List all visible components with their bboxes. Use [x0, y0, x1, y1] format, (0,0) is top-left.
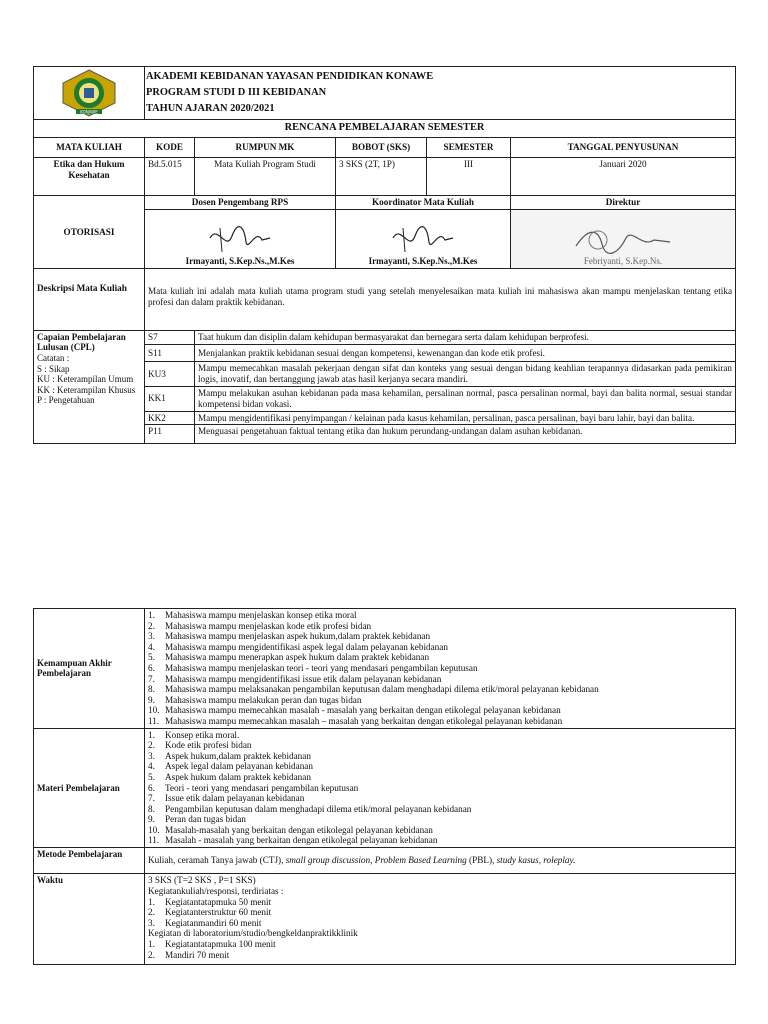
- list-item: 5. Aspek hukum dalam praktek kebidanan: [148, 771, 311, 782]
- cpl-catatan: Catatan :: [37, 352, 70, 363]
- deskripsi-label: Deskripsi Mata Kuliah: [34, 268, 145, 330]
- otorisasi-label: OTORISASI: [34, 196, 145, 269]
- waktu-kuliah: Kegiatankuliah/responsi, terdiriatas :: [148, 885, 284, 896]
- direktur-label: Direktur: [511, 196, 736, 210]
- list-item: 11. Masalah - masalah yang berkaitan dengan etikolegal pelayanan kebidanan: [148, 835, 438, 846]
- cpl-note: KK : Keterampilan Khusus: [37, 384, 136, 395]
- koordinator-label: Koordinator Mata Kuliah: [336, 196, 511, 210]
- waktu-sks: 3 SKS (T=2 SKS , P=1 SKS): [148, 875, 256, 886]
- list-item: 7. Issue etik dalam pelayanan kebidanan: [148, 793, 305, 804]
- waktu-lab: Kegiatan di laboratorium/studio/bengkeldanpraktikklinik: [148, 928, 358, 939]
- cpl-code: KK1: [145, 386, 195, 411]
- materi-list-cell: [145, 728, 736, 848]
- cpl-code: KU3: [145, 362, 195, 387]
- academic-year: TAHUN AJARAN 2020/2021: [146, 103, 275, 114]
- list-item: 2. Mahasiswa mampu menjelaskan kode etik profesi bidan: [148, 620, 372, 631]
- cpl-note: KU : Keterampilan Umum: [37, 374, 134, 385]
- kemampuan-list-cell: [145, 609, 736, 729]
- dosen-signature-icon: [200, 218, 280, 258]
- col-semester: SEMESTER: [427, 138, 511, 158]
- list-item: 3. Aspek hukum,dalam praktek kebidanan: [148, 750, 311, 761]
- cpl-code: KK2: [145, 411, 195, 425]
- svg-text:KONAWE: KONAWE: [80, 109, 98, 115]
- cpl-code: S11: [145, 344, 195, 362]
- course-date: Januari 2020: [511, 158, 736, 196]
- cpl-text: Menguasai pengetahuan faktual tentang etika dan hukum perundang-undangan dalam asuhan kebidanan.: [195, 425, 736, 444]
- direktur-name: Febriyanti, S.Kep.Ns.: [583, 256, 663, 266]
- list-item: 9. Mahasiswa mampu melakukan peran dan tugas bidan: [148, 694, 362, 705]
- list-item: 9. Peran dan tugas bidan: [148, 814, 246, 825]
- logo-cell: [34, 67, 145, 120]
- dosen-signature-cell: [145, 209, 336, 268]
- waktu-label: Waktu: [34, 874, 145, 965]
- koordinator-signature-icon: [383, 218, 463, 258]
- cpl-note: P : Pengetahuan: [37, 395, 95, 406]
- list-item: 1. Kegiatantatapmuka 50 menit: [148, 896, 272, 907]
- list-item: 2. Kode etik profesi bidan: [148, 740, 252, 751]
- waktu-kuliah-list: [148, 897, 732, 929]
- dosen-label: Dosen Pengembang RPS: [145, 196, 336, 210]
- rps-detail-table: [33, 608, 736, 965]
- list-item: 5. Mahasiswa mampu menerapkan aspek hukum dalam praktek kebidanan: [148, 652, 430, 663]
- cpl-text: Menjalankan praktik kebidanan sesuai dengan kompetensi, kewenangan dan kode etik profesi.: [195, 344, 736, 362]
- list-item: 8. Pengambilan keputusan dalam menghadapi dilema etik/moral pelayanan kebidanan: [148, 803, 472, 814]
- cpl-cell: [34, 330, 145, 443]
- course-name: Etika dan Hukum Kesehatan: [34, 158, 145, 196]
- cpl-code: P11: [145, 425, 195, 444]
- rps-header-table: [33, 66, 736, 444]
- cpl-label: Capaian Pembelajaran Lulusan (CPL): [37, 331, 126, 353]
- list-item: 4. Mahasiswa mampu mengidentifikasi aspek legal dalam pelayanan kebidanan: [148, 641, 448, 652]
- materi-label: Materi Pembelajaran: [34, 728, 145, 848]
- waktu-lab-list: [148, 939, 732, 960]
- materi-list: [148, 730, 732, 847]
- institution-logo: [58, 68, 120, 118]
- col-rumpun: RUMPUN MK: [195, 138, 336, 158]
- list-item: 10. Mahasiswa mampu memecahkan masalah - masalah yang berkaitan dengan etikolegal pelayanan kebidanan: [148, 705, 561, 716]
- list-item: 11. Mahasiswa mampu memecahkan masalah – masalah yang berkaitan dengan etikolegal pelayanan kebidanan: [148, 715, 563, 726]
- kemampuan-list: [148, 610, 732, 727]
- list-item: 10. Masalah-masalah yang berkaitan dengan etikolegal pelayanan kebidanan: [148, 824, 433, 835]
- direktur-signature-icon: [568, 218, 678, 258]
- koordinator-signature-cell: [336, 209, 511, 268]
- course-code: Bd.5.015: [145, 158, 195, 196]
- course-rumpun: Mata Kuliah Program Studi: [195, 158, 336, 196]
- cpl-text: Taat hukum dan disiplin dalam kehidupan bermasyarakat dan bernegara serta dalam kehidupan berprofesi.: [195, 330, 736, 344]
- cpl-code: S7: [145, 330, 195, 344]
- list-item: 6. Teori - teori yang mendasari pengambilan keputusan: [148, 782, 359, 793]
- list-item: 6. Mahasiswa mampu menjelaskan teori - teori yang mendasari pengambilan keputusan: [148, 662, 478, 673]
- institution-name: AKADEMI KEBIDANAN YAYASAN PENDIDIKAN KONAWE: [146, 71, 434, 82]
- metode-text: Kuliah, ceramah Tanya jawab (CTJ), small group discussion, Problem Based Learning (PBL), study kasus, roleplay.: [145, 848, 736, 874]
- col-mata-kuliah: MATA KULIAH: [34, 138, 145, 158]
- list-item: 1. Mahasiswa mampu menjelaskan konsep etika moral: [148, 610, 357, 620]
- list-item: 2. Mandiri 70 menit: [148, 949, 230, 960]
- course-semester: III: [427, 158, 511, 196]
- col-tanggal: TANGGAL PENYUSUNAN: [511, 138, 736, 158]
- cpl-note: S : Sikap: [37, 363, 70, 374]
- course-bobot: 3 SKS (2T, 1P): [336, 158, 427, 196]
- waktu-cell: [145, 874, 736, 965]
- document-title: RENCANA PEMBELAJARAN SEMESTER: [34, 120, 736, 138]
- list-item: 2. Kegiatanterstruktur 60 menit: [148, 907, 272, 918]
- cpl-text: Mampu melakukan asuhan kebidanan pada masa kehamilan, persalinan normal, pasca persalinan normal, bayi dan balita normal, sesuai standar kompetensi bidan vokasi.: [195, 386, 736, 411]
- deskripsi-text: Mata kuliah ini adalah mata kuliah utama program studi yang setelah menyelesaikan mata kuliah ini mahasiswa akan mampu menjelaskan tentang etika profesi dan dalam praktik kebidanan.: [145, 268, 736, 330]
- direktur-signature-cell: [511, 209, 736, 268]
- col-bobot: BOBOT (SKS): [336, 138, 427, 158]
- list-item: 3. Mahasiswa mampu menjelaskan aspek hukum,dalam praktek kebidanan: [148, 631, 431, 642]
- cpl-text: Mampu memecahkan masalah pekerjaan dengan sifat dan konteks yang sesuai dengan bidang keahlian terapannya didasarkan pada pemikiran logis, inovatif, dan bertanggung jawab atas hasil kerjanya secara mandiri.: [195, 362, 736, 387]
- koordinator-name: Irmayanti, S.Kep.Ns.,M.Kes: [368, 256, 478, 266]
- institution-header: [145, 67, 736, 120]
- list-item: 3. Kegiatanmandiri 60 menit: [148, 917, 262, 928]
- program-name: PROGRAM STUDI D III KEBIDANAN: [146, 87, 327, 98]
- list-item: 7. Mahasiswa mampu mengidentifikasi issue etik dalam pelayanan kebidanan: [148, 673, 442, 684]
- list-item: 8. Mahasiswa mampu melaksanakan pengambilan keputusan dalam menghadapi dilema etik/moral pelayanan kebidanan: [148, 684, 599, 695]
- list-item: 1. Kegiatantatapmuka 100 menit: [148, 939, 276, 950]
- list-item: 4. Aspek legal dalam pelayanan kebidanan: [148, 761, 313, 772]
- list-item: 1. Konsep etika moral.: [148, 729, 240, 740]
- cpl-text: Mampu mengidentifikasi penyimpangan / kelainan pada kasus kehamilan, persalinan, pasca persalinan, bayi baru lahir, bayi dan balita.: [195, 411, 736, 425]
- dosen-name: Irmayanti, S.Kep.Ns.,M.Kes: [185, 256, 295, 266]
- metode-label: Metode Pembelajaran: [34, 848, 145, 874]
- kemampuan-label: Kemampuan Akhir Pembelajaran: [34, 609, 145, 729]
- col-kode: KODE: [145, 138, 195, 158]
